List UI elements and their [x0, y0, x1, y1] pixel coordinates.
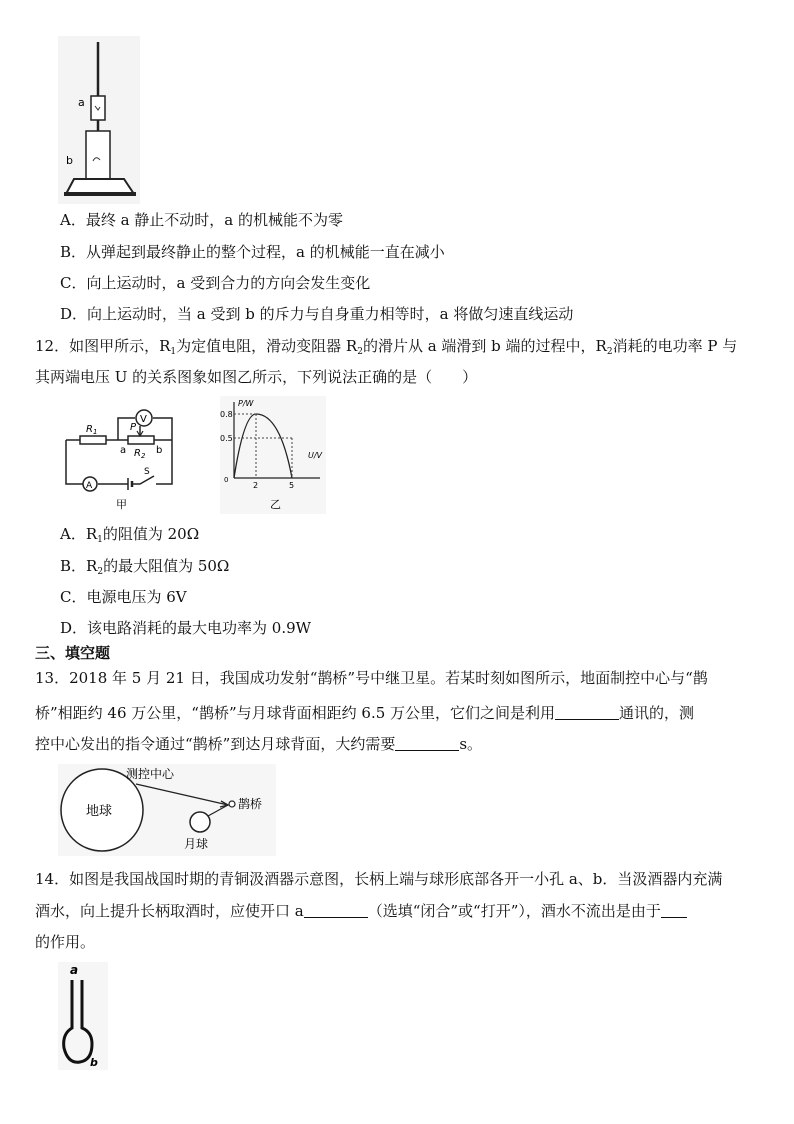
a-label: a: [120, 445, 127, 456]
q12-option-c: C．电源电压为 6V: [60, 588, 187, 606]
bridge-label: 鹊桥: [238, 797, 263, 811]
section-heading: 三、填空题: [35, 644, 111, 662]
svg-text:V: V: [140, 414, 147, 425]
svg-text:A: A: [86, 481, 93, 491]
label-a: a: [78, 96, 85, 109]
q11-option-b: B．从弹起到最终静止的整个过程，a 的机械能一直在减小: [60, 243, 445, 261]
magnet-figure: [58, 36, 140, 204]
ladle-figure: [58, 962, 108, 1070]
q12-option-b: B．$R_2$的最大阻值为 50Ω: [60, 557, 230, 577]
opening-a-label: a: [70, 963, 79, 977]
r1-label: $R_1$: [86, 424, 98, 436]
r2-label: $R_2$: [134, 448, 146, 460]
q14-blank-1[interactable]: [304, 903, 368, 918]
q14-line1: 14．如图是我国战国时期的青铜汲酒器示意图，长柄上端与球形底部各开一小孔 a、b．当汲酒器内充满: [35, 870, 723, 888]
q14-blank-2[interactable]: [661, 903, 687, 918]
q12-stem-line2: 其两端电压 U 的关系图象如图乙所示，下列说法正确的是（ ）: [35, 368, 478, 386]
y-axis-label: P/W: [238, 399, 254, 408]
q13-blank-2[interactable]: [395, 736, 459, 751]
q11-option-c: C．向上运动时，a 受到合力的方向会发生变化: [60, 274, 371, 292]
q14-line3: 的作用。: [35, 933, 96, 951]
y-tick-0.5: 0.5: [220, 434, 233, 443]
resistor-r1: [80, 436, 106, 444]
q13-line2: 桥”相距约 46 万公里，“鹊桥”与月球背面相距约 6.5 万公里，它们之间是利用 通讯的，测: [35, 704, 695, 722]
q13-line1: 13．2018 年 5 月 21 日，我国成功发射“鹊桥”号中继卫星。若某时刻如图所示，地面制控中心与“鹊: [35, 669, 708, 687]
q11-option-a: A．最终 a 静止不动时，a 的机械能不为零: [60, 211, 344, 229]
q12-stem-line1: 12．如图甲所示，$R_1$为定值电阻，滑动变阻器 $R_2$的滑片从 a 端滑到 b 端的过程中，$R_2$消耗的电功率 P 与: [35, 337, 738, 357]
x-tick-2: 2: [253, 481, 259, 490]
base-stand: [66, 179, 134, 194]
q14-line2: 酒水，向上提升长柄取酒时，应使开口 a （选填“闭合”或“打开”），酒水不流出是由于: [35, 901, 687, 921]
circuit-caption: 甲: [116, 498, 127, 511]
satellite-icon: [229, 801, 235, 807]
control-center-label: 测控中心: [126, 767, 175, 781]
earth-label: 地球: [86, 804, 113, 819]
graph-caption: 乙: [270, 498, 281, 511]
q13-line3: 控中心发出的指令通过“鹊桥”到达月球背面，大约需要 s。: [35, 735, 483, 753]
resistor-r2: [128, 436, 154, 444]
q13-blank-1[interactable]: [555, 705, 619, 720]
b-label: b: [156, 445, 163, 456]
q12-option-d: D．该电路消耗的最大电功率为 0.9W: [60, 619, 312, 637]
circuit-figure: [58, 396, 184, 514]
label-b: b: [66, 154, 73, 167]
magnet-a: [91, 96, 105, 120]
moon-circle: [190, 812, 210, 832]
origin-label: 0: [224, 476, 229, 484]
x-axis-label: U/V: [308, 451, 323, 460]
x-tick-5: 5: [289, 481, 295, 490]
p-label: P: [130, 422, 137, 433]
switch-label: S: [144, 467, 150, 477]
opening-b-label: b: [90, 1056, 98, 1069]
moon-label: 月球: [184, 837, 209, 851]
power-voltage-graph: [220, 396, 326, 514]
q11-option-d: D．向上运动时，当 a 受到 b 的斥力与自身重力相等时，a 将做匀速直线运动: [60, 305, 574, 323]
q12-option-a: A．$R_1$的阻值为 20Ω: [60, 525, 200, 545]
earth-moon-figure: [58, 764, 276, 856]
y-tick-0.8: 0.8: [220, 410, 233, 419]
